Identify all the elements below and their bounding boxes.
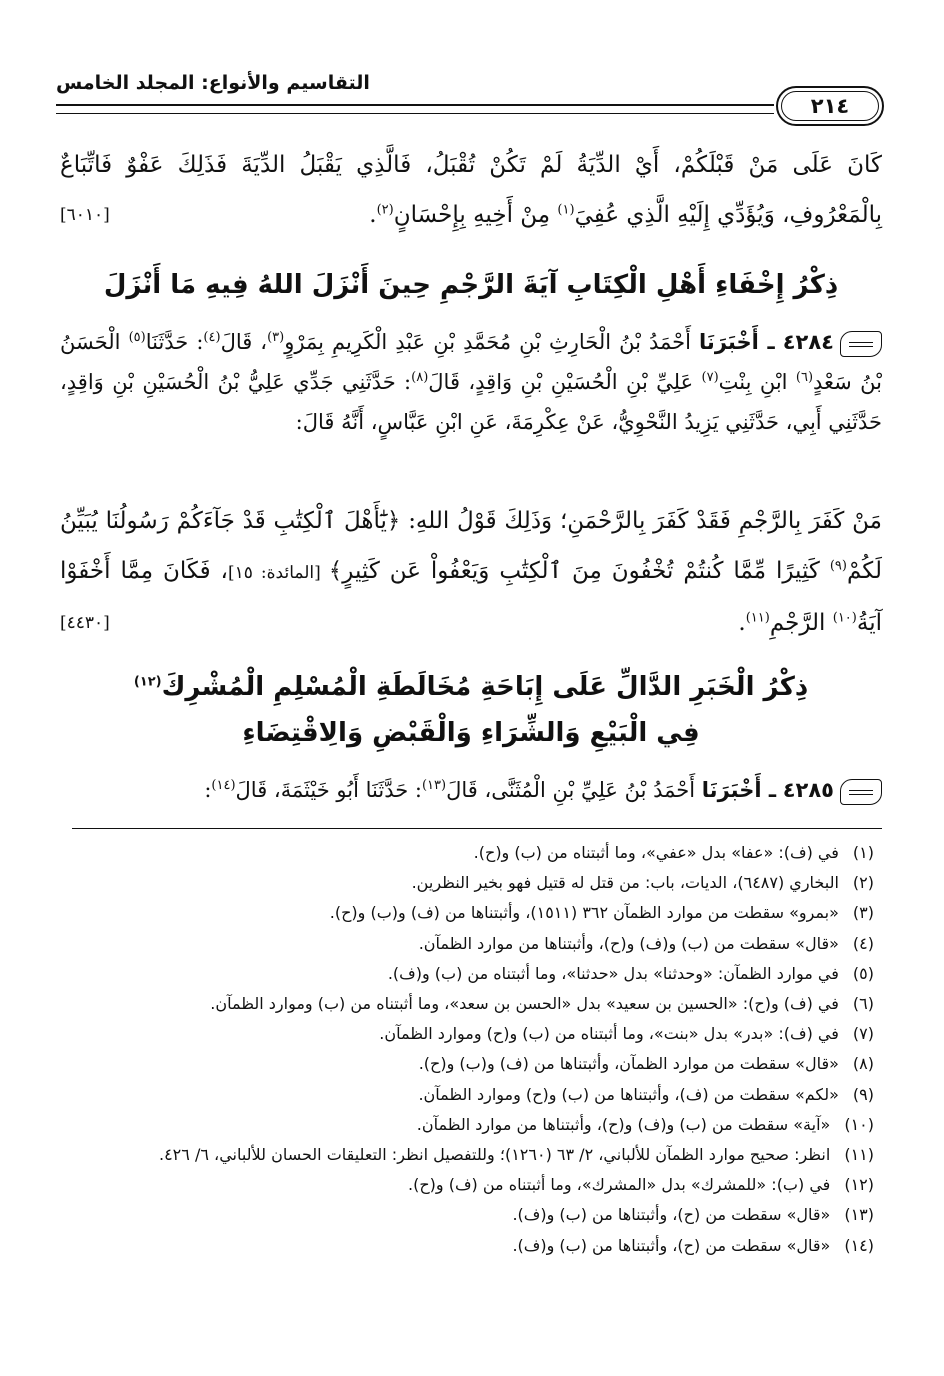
running-title: التقاسيم والأنواع: المجلد الخامس: [56, 72, 370, 94]
footnote-marker[interactable]: (٤): [203, 330, 221, 345]
section-heading: ذِكْرُ إِخْفَاءِ أَهْلِ الْكِتَابِ آيَةَ الرَّجْمِ حِينَ أَنْزَلَ اللهُ فِيهِ مَا أَنْزَلَ: [103, 270, 839, 300]
page-number-frame: [776, 86, 884, 126]
footnote-marker[interactable]: (٩): [829, 558, 847, 574]
cross-reference: [٤٤٣٠]: [60, 613, 110, 633]
hadith-number: ٤٢٨٤: [782, 330, 834, 354]
footnote: (٤)«قال» سقطت من (ب) و(ف) و(ح)، وأثبتناها من موارد الظمآن.: [418, 933, 874, 953]
footnote: (٥)في موارد الظمآن: «وحدثنا» بدل «حدثنا»، وما أثبتناه من (ب) و(ف).: [387, 963, 874, 983]
footnote-marker[interactable]: (٨): [411, 370, 429, 385]
quran-reference: [المائدة: ١٥]: [227, 563, 329, 583]
hadith-emblem-icon: [840, 331, 882, 357]
hadith-4284-matn: مَنْ كَفَرَ بِالرَّجْمِ فَقَدْ كَفَرَ بِالرَّحْمَنِ؛ وَذَلِكَ قَوْلُ اللهِ: ﴿يَٰٓأَهْلَ ٱلْكِتَٰبِ قَدْ جَآءَكُمْ رَسُولُنَا يُبَيِّنُ لَكُمْ$^{(٩)}$ كَثِيرًا مِّمَّا كُنتُمْ تُخْفُونَ مِنَ ٱلْكِتَٰبِ وَيَعْفُواْ عَن كَثِيرٍ﴾ [المائدة: ١٥]، فَكَانَ مِمَّا أَخْفَوْا آيَةُ$^{(١٠)}$ الرَّجْمِ$^{(١١)}$. [٤٤٣٠]: [60, 496, 882, 648]
section-heading: ذِكْرُ الْخَبَرِ الدَّالِّ عَلَى إِبَاحَةِ مُخَالَطَةِ الْمُسْلِمِ الْمُشْرِكَ$^{(١٢)}$ فِي الْبَيْعِ وَالشِّرَاءِ وَالْقَبْضِ وَالِاقْتِضَاءِ: [133, 672, 809, 748]
footnote-marker[interactable]: (٣): [267, 330, 285, 345]
page-number: ٢١٤: [810, 94, 850, 118]
hadith-4285-isnad: ٤٢٨٥ ـ أَخْبَرَنَا أَحْمَدُ بْنُ عَلِيِّ بْنِ الْمُثَنَّى، قَالَ$^{(١٣)}$: حَدَّثَنَا أَبُو خَيْثَمَةَ، قَالَ$^{(١٤)}$:: [60, 770, 882, 810]
hadith-number: ٤٢٨٥: [782, 778, 834, 802]
footnote: (١٢)في (ب): «للمشرك» بدل «المشرك»، وما أثبتناه من (ف) و(ح).: [407, 1175, 874, 1195]
footnote-marker[interactable]: (٢): [376, 202, 394, 218]
footnotes: [62, 838, 874, 1261]
footnote-marker[interactable]: (١٤): [211, 778, 236, 793]
footnote-marker[interactable]: (١): [557, 202, 575, 218]
footnote: (٨)«قال» سقطت من موارد الظمآن، وأثبتناها من (ف) و(ب) و(ح).: [418, 1054, 874, 1074]
footnote: (٣)«بمرو» سقطت من موارد الظمآن ٣٦٢ (١٥١١)، وأثبتناها من (ف) و(ب) و(ح).: [329, 903, 874, 923]
header-rule: [56, 104, 774, 114]
hadith-emblem-icon: [840, 779, 882, 805]
footnote: (٦)في (ف) و(ح): «الحسين بن سعيد» بدل «الحسن بن سعد»، وما أثبتناه من (ب) وموارد الظمآن.: [210, 994, 874, 1014]
footnote-separator: [72, 828, 882, 829]
footnote: (١٤)«قال» سقطت من (ح)، وأثبتناها من (ب) و(ف).: [512, 1235, 874, 1255]
footnote: (٩)«لكم» سقطت من (ف)، وأثبتناها من (ب) و(ح) وموارد الظمآن.: [418, 1084, 874, 1104]
footnote: (١٠)«آية» سقطت من (ب) و(ف) و(ح)، وأثبتناها من موارد الظمآن.: [416, 1114, 874, 1134]
hadith-4284-isnad: ٤٢٨٤ ـ أَخْبَرَنَا أَحْمَدُ بْنُ الْحَارِثِ بْنِ مُحَمَّدِ بْنِ عَبْدِ الْكَرِيمِ بِمَرْوٍ$^{(٣)}$، قَالَ$^{(٤)}$: حَدَّثَنَا$^{(٥)}$ الْحَسَنُ بْنُ سَعْدٍ$^{(٦)}$ ابْنِ بِنْتِ$^{(٧)}$ عَلِيِّ بْنِ الْحُسَيْنِ بْنِ وَاقِدٍ، قَالَ$^{(٨)}$: حَدَّثَنِي جَدِّي عَلِيُّ بْنُ الْحُسَيْنِ بْنِ وَاقِدٍ، حَدَّثَنِي أَبِي، حَدَّثَنِي يَزِيدُ النَّحْوِيُّ، عَنْ عِكْرِمَةَ، عَنِ ابْنِ عَبَّاسٍ، أَنَّهُ قَالَ:: [60, 330, 882, 434]
footnote-marker[interactable]: (١٠): [832, 610, 857, 626]
footnote-marker[interactable]: (١١): [745, 610, 770, 626]
footnote-marker[interactable]: (١٣): [421, 778, 447, 793]
paragraph-continuation: كَانَ عَلَى مَنْ قَبْلَكُمْ، أَيْ الدِّيَةُ لَمْ تَكُنْ تُقْبَلُ، فَالَّذِي يَقْبَلُ الدِّيَةَ فَذَلِكَ عَفْوٌ فَاتِّبَاعٌ بِالْمَعْرُوفِ، وَيُؤَدِّي إِلَيْهِ الَّذِي عُفِيَ$^{(١)}$ مِنْ أَخِيهِ بِإِحْسَانٍ$^{(٢)}$. [٦٠١٠]: [60, 140, 882, 240]
footnote: (٢)البخاري (٦٤٨٧)، الديات، باب: من قتل له قتيل فهو بخير النظرين.: [411, 873, 874, 893]
cross-reference: [٦٠١٠]: [60, 205, 110, 225]
footnote: (١٣)«قال» سقطت من (ح)، وأثبتناها من (ب) و(ف).: [512, 1205, 874, 1225]
page-header: [56, 68, 884, 128]
footnote: (٧)في (ف): «بدر» بدل «بنت»، وما أثبتناه من (ب) و(ح) وموارد الظمآن.: [379, 1024, 874, 1044]
footnote-marker[interactable]: (٧): [701, 370, 719, 385]
footnote: (١)في (ف): «عفا» بدل «عفي»، وما أثبتناه من (ب) و(ح).: [473, 843, 874, 862]
footnote-marker[interactable]: (١٢): [133, 674, 162, 690]
footnote-marker[interactable]: (٥): [128, 330, 146, 345]
footnote: (١١)انظر: صحيح موارد الظمآن للألباني، ٢/ ٦٣ (١٢٦٠)؛ وللتفصيل انظر: التعليقات الحسان للألباني، ٦/ ٤٢٦.: [158, 1145, 874, 1165]
footnote-marker[interactable]: (٦): [795, 370, 814, 385]
